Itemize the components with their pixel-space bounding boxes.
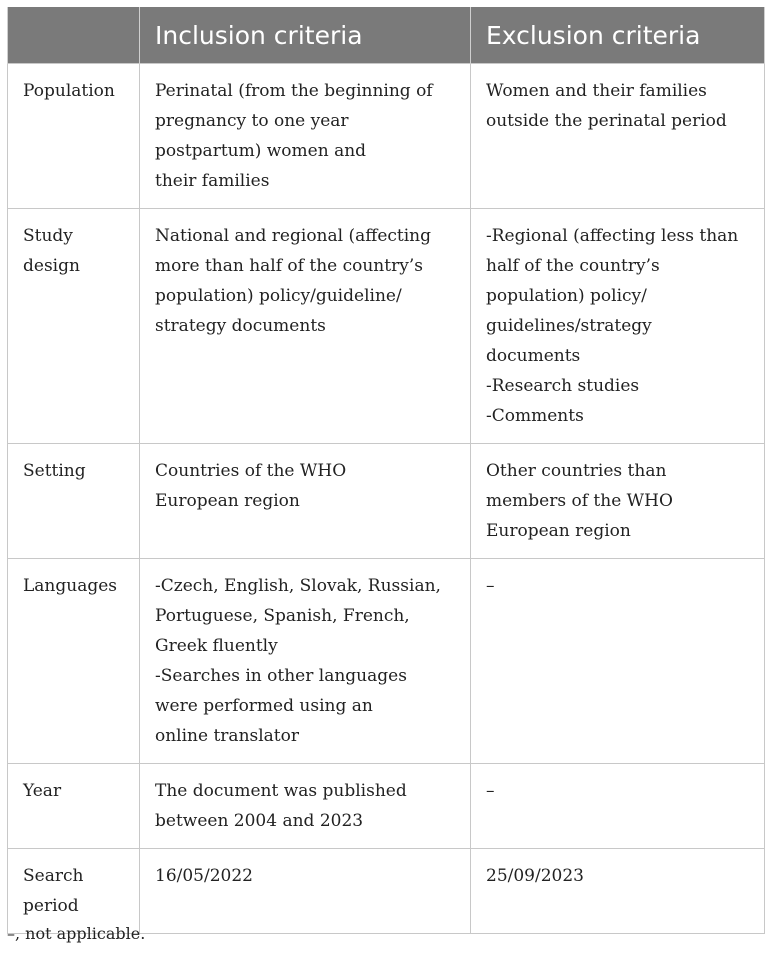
exclusion-cell: 25/09/2023	[471, 849, 765, 934]
inclusion-cell: Perinatal (from the beginning of pregnancy to one year postpartum) women and their families	[140, 64, 471, 209]
inclusion-cell: -Czech, English, Slovak, Russian, Portuguese, Spanish, French, Greek fluently -Searches in other languages were performed using an online translator	[140, 559, 471, 764]
table-row	[8, 764, 765, 849]
exclusion-cell: –	[471, 764, 765, 849]
inclusion-cell: Countries of the WHO European region	[140, 444, 471, 559]
row-label: Population	[8, 64, 140, 209]
header-cell-inclusion: Inclusion criteria	[140, 7, 471, 64]
table-footnote: –, not applicable.	[7, 924, 146, 943]
table-body	[8, 64, 765, 934]
header-cell-empty	[8, 7, 140, 64]
table-row	[8, 209, 765, 444]
exclusion-cell: Women and their families outside the perinatal period	[471, 64, 765, 209]
header-cell-exclusion: Exclusion criteria	[471, 7, 765, 64]
header-row	[8, 7, 765, 64]
row-label: Search period	[8, 849, 140, 934]
criteria-table	[7, 7, 765, 934]
row-label: Study design	[8, 209, 140, 444]
exclusion-cell: -Regional (affecting less than half of the country’s population) policy/ guidelines/strategy documents -Research studies -Comments	[471, 209, 765, 444]
exclusion-cell: –	[471, 559, 765, 764]
table-row	[8, 444, 765, 559]
table-row	[8, 559, 765, 764]
inclusion-cell: National and regional (affecting more than half of the country’s population) policy/guideline/ strategy documents	[140, 209, 471, 444]
exclusion-cell: Other countries than members of the WHO European region	[471, 444, 765, 559]
row-label: Year	[8, 764, 140, 849]
row-label: Languages	[8, 559, 140, 764]
row-label: Setting	[8, 444, 140, 559]
table-row	[8, 849, 765, 934]
table-row	[8, 64, 765, 209]
inclusion-cell: The document was published between 2004 and 2023	[140, 764, 471, 849]
criteria-table-container	[7, 7, 764, 934]
table-header	[8, 7, 765, 64]
inclusion-cell: 16/05/2022	[140, 849, 471, 934]
